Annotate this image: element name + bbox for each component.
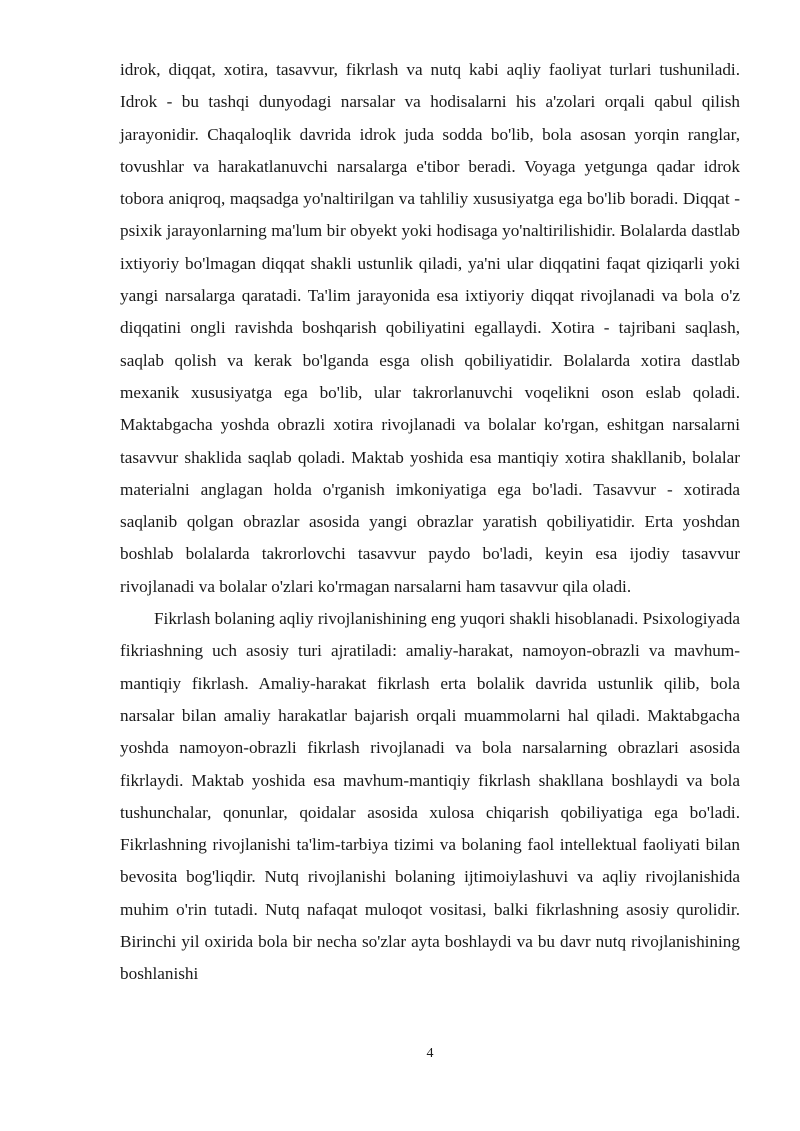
- paragraph-continuation: idrok, diqqat, xotira, tasavvur, fikrlash va nutq kabi aqliy faoliyat turlari tushuniladi. Idrok - bu tashqi dunyodagi narsalar va hodisalarni his a'zolari orqali qabul qilish jarayonidir. Chaqaloqlik davrida idrok juda sodda bo'lib, bola asosan yorqin ranglar, tovushlar va harakatlanuvchi narsalarga e'tibor beradi. Voyaga yetgunga qadar idrok tobora aniqroq, maqsadga yo'naltirilgan va tahliliy xususiyatga ega bo'lib boradi. Diqqat - psixik jarayonlarning ma'lum bir obyekt yoki hodisaga yo'naltirilishidir. Bolalarda dastlab ixtiyoriy bo'lmagan diqqat shakli ustunlik qiladi, ya'ni ular diqqatini faqat qiziqarli yoki yangi narsalarga qaratadi. Ta'lim jarayonida esa ixtiyoriy diqqat rivojlanadi va bola o'z diqqatini ongli ravishda boshqarish qobiliyatini egallaydi. Xotira - tajribani saqlash, saqlab qolish va kerak bo'lganda esga olish qobiliyatidir. Bolalarda xotira dastlab mexanik xususiyatga ega bo'lib, ular takrorlanuvchi voqelikni oson eslab qoladi. Maktabgacha yoshda obrazli xotira rivojlanadi va bolalar ko'rgan, eshitgan narsalarni tasavvur shaklida saqlab qoladi. Maktab yoshida esa mantiqiy xotira shakllanib, bolalar materialni anglagan holda o'rganish imkoniyatiga ega bo'ladi. Tasavvur - xotirada saqlanib qolgan obrazlar asosida yangi obrazlar yaratish qobiliyatidir. Erta yoshdan boshlab bolalarda takrorlovchi tasavvur paydo bo'ladi, keyin esa ijodiy tasavvur rivojlanadi va bolalar o'zlari ko'rmagan narsalarni ham tasavvur qila oladi.: [120, 60, 740, 596]
- paragraph-thinking: Fikrlash bolaning aqliy rivojlanishining eng yuqori shakli hisoblanadi. Psixologiyada fikriashning uch asosiy turi ajratiladi: amaliy-harakat, namoyon-obrazli va mavhum-mantiqiy fikrlash. Amaliy-harakat fikrlash erta bolalik davrida ustunlik qilib, bola narsalar bilan amaliy harakatlar bajarish orqali muammolarni hal qiladi. Maktabgacha yoshda namoyon-obrazli fikrlash rivojlanadi va bola narsalarning obrazlari asosida fikrlaydi. Maktab yoshida esa mavhum-mantiqiy fikrlash shakllana boshlaydi va bola tushunchalar, qonunlar, qoidalar asosida xulosa chiqarish qobiliyatiga ega bo'ladi. Fikrlashning rivojlanishi ta'lim-tarbiya tizimi va bolaning faol intellektual faoliyati bilan bevosita bog'liqdir. Nutq rivojlanishi bolaning ijtimoiylashuvi va aqliy rivojlanishida muhim o'rin tutadi. Nutq nafaqat muloqot vositasi, balki fikrlashning asosiy qurolidir. Birinchi yil oxirida bola bir necha so'zlar ayta boshlaydi va bu davr nutq rivojlanishining boshlanishi: [120, 609, 740, 984]
- document-body: [120, 54, 740, 991]
- page-number: 4: [426, 1046, 434, 1061]
